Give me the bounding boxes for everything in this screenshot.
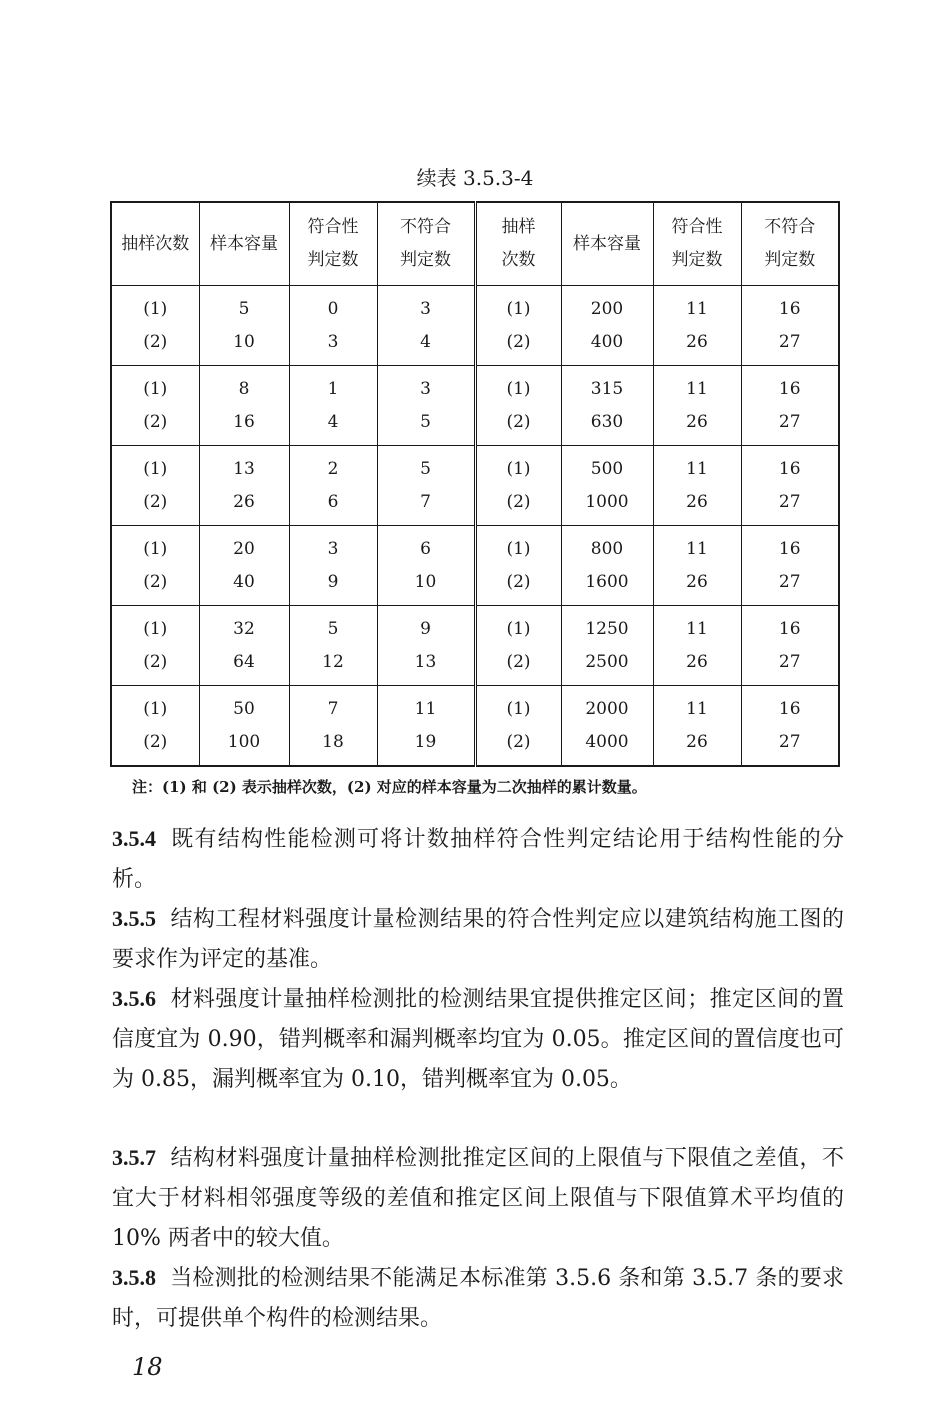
- clause-3-5-4: [112, 819, 844, 900]
- table-cell: 50 100: [199, 686, 289, 767]
- table-cell: 7 18: [289, 686, 377, 767]
- table-cell: 11 26: [653, 366, 741, 446]
- table-cell: 3 9: [289, 526, 377, 606]
- table-cell: 11 26: [653, 686, 741, 767]
- table-cell: 16 27: [741, 286, 839, 366]
- table-cell: 11 26: [653, 606, 741, 686]
- table-cell: (1) (2): [475, 606, 561, 686]
- clause-text: 材料强度计量抽样检测批的检测结果宜提供推定区间；推定区间的置信度宜为 0.90，错判概率和漏判概率均宜为 0.05。推定区间的置信度也可为 0.85，漏判概率宜为 0.10，错判概率宜为 0.05。: [112, 987, 844, 1092]
- table-cell: 3 5: [377, 366, 475, 446]
- table-cell: 16 27: [741, 606, 839, 686]
- table-cell: (1) (2): [475, 686, 561, 767]
- header-reject-number: 不符合 判定数: [377, 202, 475, 286]
- table-cell: 16 27: [741, 446, 839, 526]
- table-header-row: [111, 202, 839, 286]
- clause-text: 当检测批的检测结果不能满足本标准第 3.5.6 条和第 3.5.7 条的要求时，可提供单个构件的检测结果。: [112, 1266, 844, 1331]
- table-cell: (1) (2): [475, 286, 561, 366]
- table-cell: (1) (2): [475, 526, 561, 606]
- page-number: 18: [132, 1353, 163, 1381]
- table-cell: 13 26: [199, 446, 289, 526]
- table-cell: 11 26: [653, 526, 741, 606]
- table-cell: 0 3: [289, 286, 377, 366]
- table-cell: 32 64: [199, 606, 289, 686]
- table-row: [111, 686, 839, 767]
- clause-number: 3.5.8: [112, 1265, 156, 1290]
- table-cell: 200 400: [561, 286, 653, 366]
- clause-3-5-6: [112, 979, 844, 1100]
- table-cell: (1) (2): [111, 606, 199, 686]
- table-cell: 3 4: [377, 286, 475, 366]
- header-sampling-count-2: 抽样 次数: [475, 202, 561, 286]
- table-cell: 5 7: [377, 446, 475, 526]
- header-sample-size-2: 样本容量: [561, 202, 653, 286]
- table-note: 注：(1) 和 (2) 表示抽样次数，(2) 对应的样本容量为二次抽样的累计数量。: [132, 778, 647, 796]
- table-cell: 16 27: [741, 686, 839, 767]
- table-row: [111, 606, 839, 686]
- header-reject-number-2: 不符合 判定数: [741, 202, 839, 286]
- table-cell: 2 6: [289, 446, 377, 526]
- table-cell: 5 10: [199, 286, 289, 366]
- table-cell: 11 26: [653, 446, 741, 526]
- table-cell: 1250 2500: [561, 606, 653, 686]
- clause-text: 结构工程材料强度计量检测结果的符合性判定应以建筑结构施工图的要求作为评定的基准。: [112, 907, 844, 972]
- table-cell: (1) (2): [111, 366, 199, 446]
- clause-number: 3.5.5: [112, 906, 156, 931]
- table-cell: 1 4: [289, 366, 377, 446]
- header-sampling-count: 抽样次数: [111, 202, 199, 286]
- table-cell: 5 12: [289, 606, 377, 686]
- table-cell: 11 19: [377, 686, 475, 767]
- table-cell: 500 1000: [561, 446, 653, 526]
- table-row: [111, 526, 839, 606]
- table-cell: 8 16: [199, 366, 289, 446]
- table-row: [111, 366, 839, 446]
- table-cell: (1) (2): [475, 366, 561, 446]
- clause-3-5-5: [112, 899, 844, 980]
- table-cell: (1) (2): [475, 446, 561, 526]
- header-accept-number-2: 符合性 判定数: [653, 202, 741, 286]
- clause-3-5-8: [112, 1258, 844, 1339]
- clause-text: 既有结构性能检测可将计数抽样符合性判定结论用于结构性能的分析。: [112, 827, 844, 892]
- table-row: [111, 286, 839, 366]
- table-cell: 20 40: [199, 526, 289, 606]
- sampling-table: [110, 201, 840, 767]
- table-cell: 16 27: [741, 526, 839, 606]
- clause-text: 结构材料强度计量抽样检测批推定区间的上限值与下限值之差值，不宜大于材料相邻强度等级的差值和推定区间上限值与下限值算术平均值的 10% 两者中的较大值。: [112, 1146, 844, 1251]
- table-cell: (1) (2): [111, 286, 199, 366]
- table-row: [111, 446, 839, 526]
- clause-number: 3.5.4: [112, 826, 156, 851]
- clause-number: 3.5.7: [112, 1145, 156, 1170]
- table-cell: 315 630: [561, 366, 653, 446]
- clause-number: 3.5.6: [112, 986, 156, 1011]
- clause-3-5-7: [112, 1138, 844, 1259]
- table-cell: 16 27: [741, 366, 839, 446]
- table-cell: 9 13: [377, 606, 475, 686]
- header-accept-number: 符合性 判定数: [289, 202, 377, 286]
- table-cell: 11 26: [653, 286, 741, 366]
- table-cell: 6 10: [377, 526, 475, 606]
- table-caption: 续表 3.5.3-4: [416, 166, 534, 190]
- table-cell: (1) (2): [111, 526, 199, 606]
- table-cell: 800 1600: [561, 526, 653, 606]
- table-cell: (1) (2): [111, 686, 199, 767]
- table-cell: 2000 4000: [561, 686, 653, 767]
- table-cell: (1) (2): [111, 446, 199, 526]
- header-sample-size: 样本容量: [199, 202, 289, 286]
